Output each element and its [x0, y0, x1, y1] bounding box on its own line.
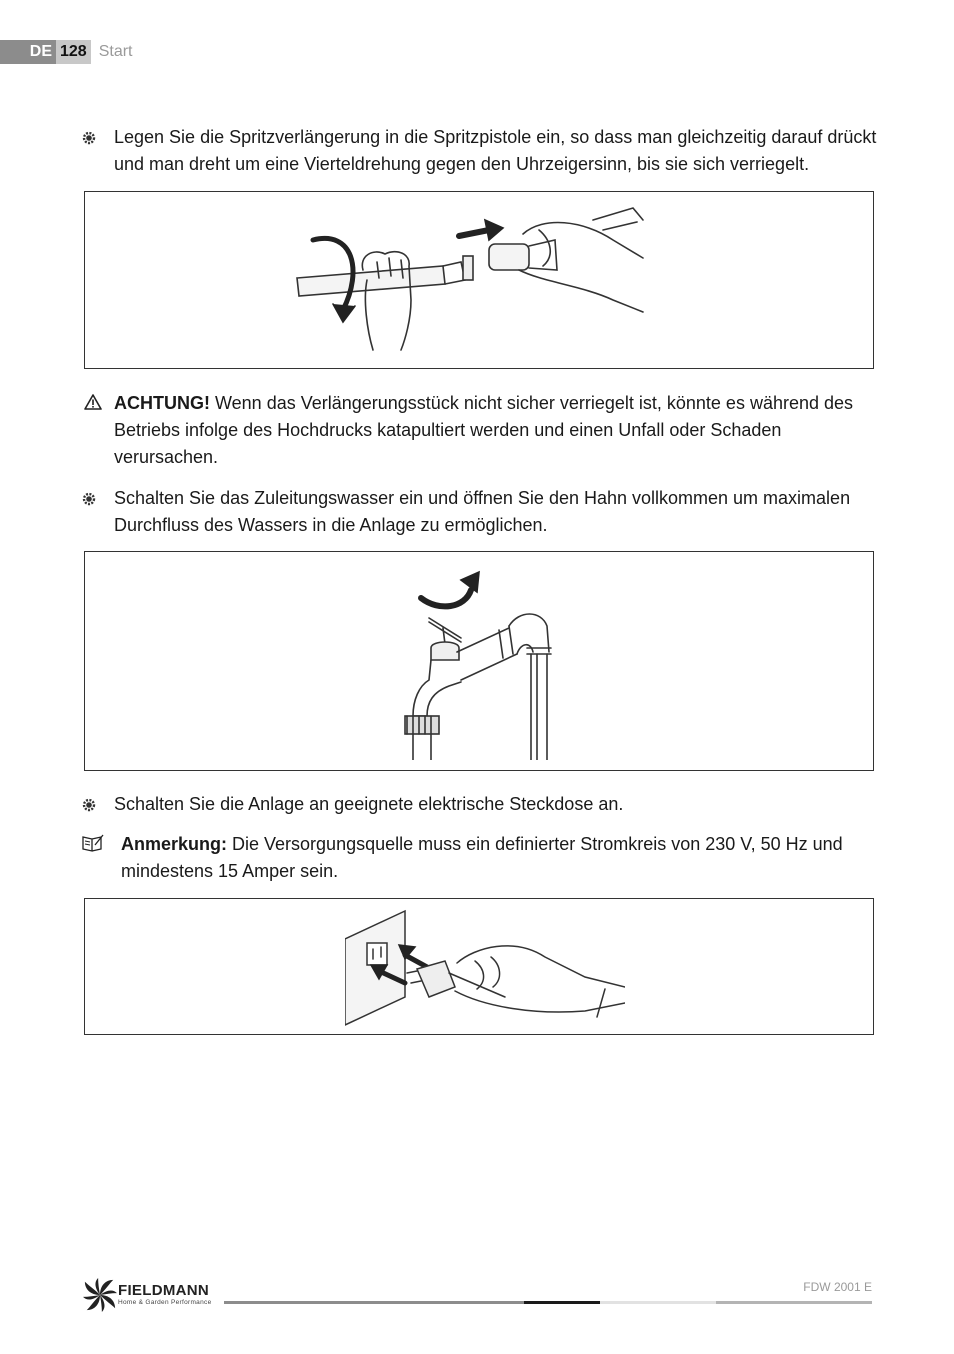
- step-insert-extension: Legen Sie die Spritzverlängerung in die Spritzpistole ein, so dass man gleichzeitig darauf drückt und man dreht um eine Vierteldrehung gegen den Uhrzeigersinn, bis sie sich verriegelt.: [114, 127, 877, 174]
- note-label: Anmerkung:: [121, 834, 228, 854]
- note-book-icon: [82, 834, 104, 852]
- warning-triangle-icon: [84, 394, 102, 410]
- footer-line-segment: [224, 1301, 524, 1304]
- page-number: 128: [56, 40, 91, 64]
- spray-gun-illustration: [293, 200, 645, 358]
- page-header: [0, 40, 133, 64]
- model-number: FDW 2001 E: [803, 1280, 872, 1294]
- step-connect-power: Schalten Sie die Anlage an geeignete elektrische Steckdose an.: [114, 794, 624, 814]
- section-title: Start: [98, 43, 133, 60]
- warning-text: Wenn das Verlängerungsstück nicht sicher verriegelt ist, könnte es während des Betriebs infolge des Hochdrucks katapultiert werden und einen Unfall oder Schaden verursachen.: [114, 393, 854, 467]
- note-block: [121, 831, 886, 885]
- step-open-water: Schalten Sie das Zuleitungswasser ein und öffnen Sie den Hahn vollkommen um maximalen Durchfluss des Wassers in die Anlage zu ermöglichen.: [114, 488, 851, 535]
- gear-bullet-icon: [82, 798, 96, 812]
- power-plug-illustration: [345, 907, 625, 1027]
- footer-line-segment: [600, 1301, 716, 1304]
- fieldmann-swirl-icon: [82, 1278, 118, 1312]
- footer-line-segment: [524, 1301, 600, 1304]
- water-tap-illustration: [399, 556, 559, 760]
- figure-extension-lock: [84, 191, 874, 369]
- warning-label: ACHTUNG!: [114, 393, 210, 413]
- language-tab: DE: [0, 40, 56, 64]
- brand-tagline: Home & Garden Performance: [118, 1299, 212, 1306]
- gear-bullet-icon: [82, 492, 96, 506]
- figure-water-tap: [84, 551, 874, 771]
- warning-block: [114, 390, 884, 471]
- gear-bullet-icon: [82, 131, 96, 145]
- note-text: Die Versorgungsquelle muss ein definierter Stromkreis von 230 V, 50 Hz und mindestens 15 Amper sein.: [121, 834, 843, 881]
- footer-line-segment: [716, 1301, 872, 1304]
- figure-power-plug: [84, 898, 874, 1035]
- brand-name: FIELDMANN: [118, 1282, 210, 1299]
